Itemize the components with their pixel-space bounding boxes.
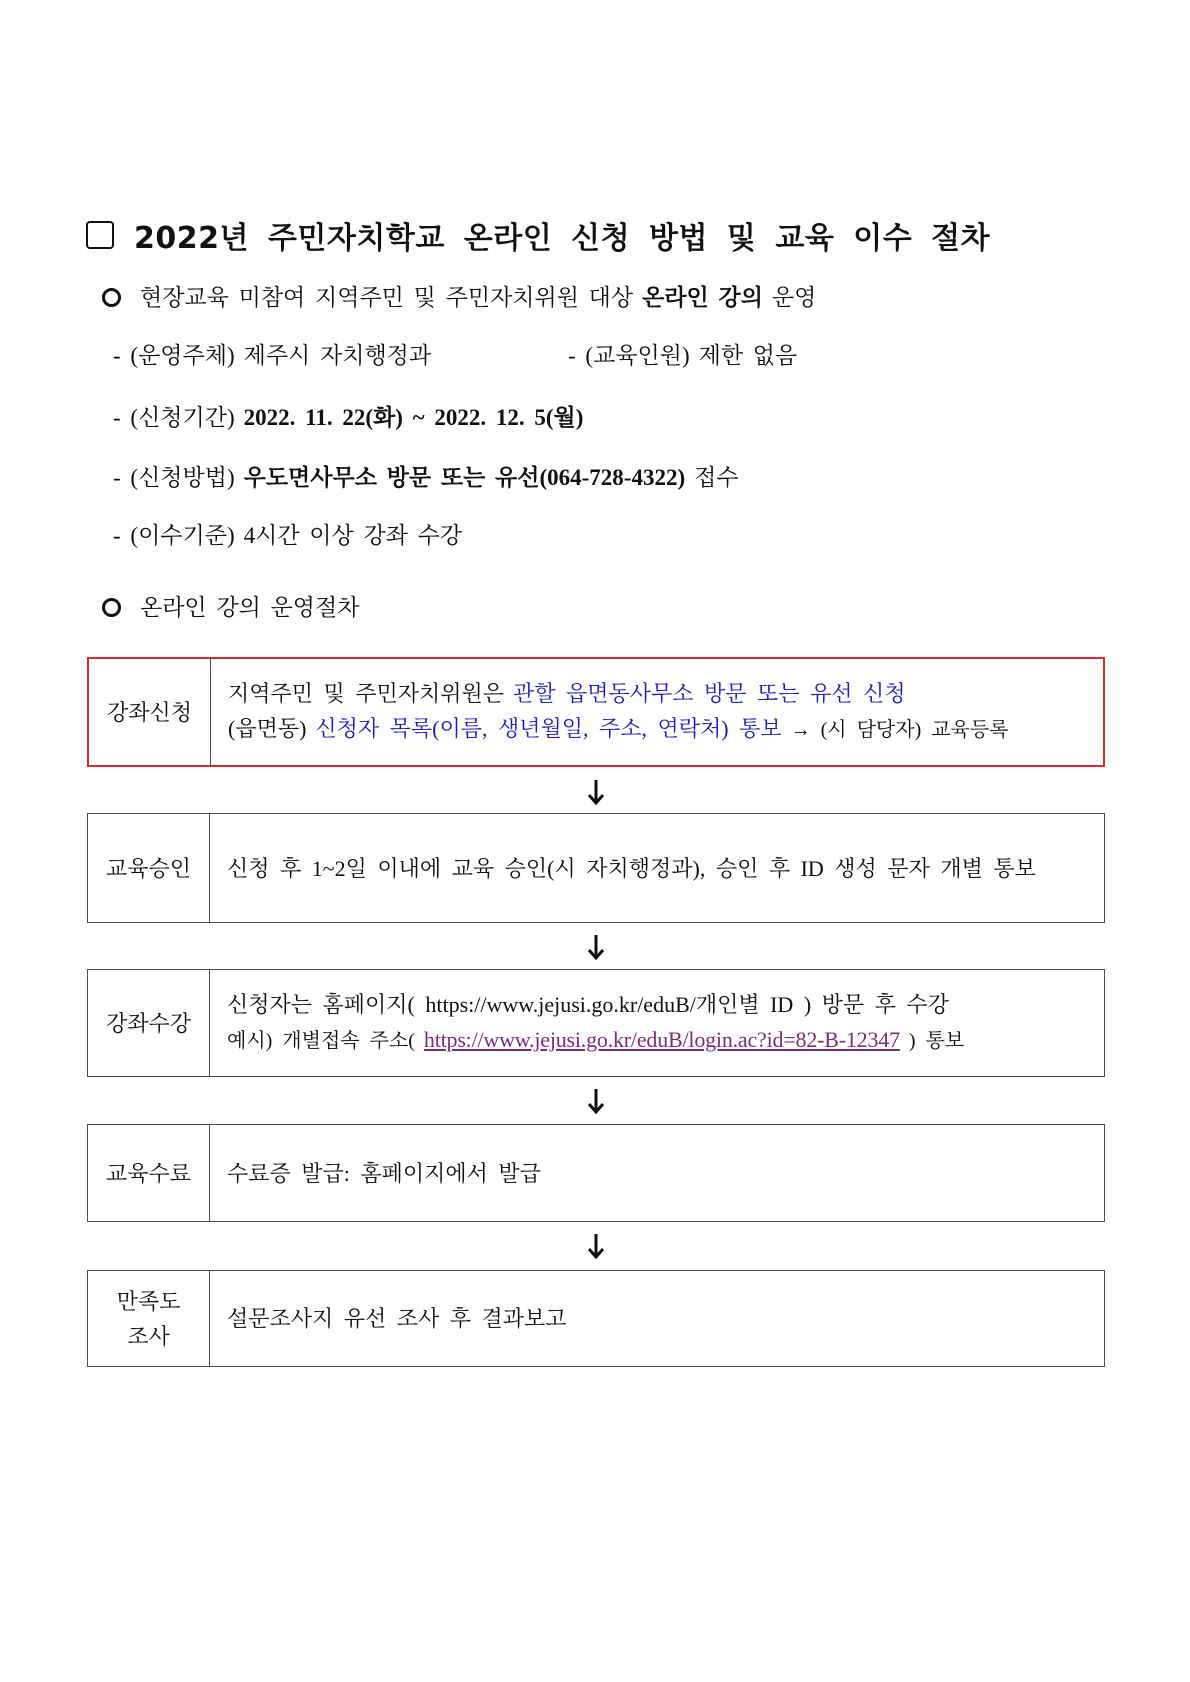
step-text: 설문조사지 유선 조사 후 결과보고 xyxy=(227,1306,567,1331)
step-content xyxy=(210,970,1104,1076)
intro-text: 현장교육 미참여 지역주민 및 주민자치위원 대상 xyxy=(140,285,634,310)
step-label-text: 교육수료 xyxy=(105,1160,191,1186)
step-text: (읍면동) xyxy=(228,716,307,741)
step-label xyxy=(88,1271,210,1366)
step-course-attendance xyxy=(87,969,1105,1077)
step-label xyxy=(88,814,210,922)
criteria-value: 4시간 이상 강좌 수강 xyxy=(243,523,463,548)
criteria-label: - (이수기준) xyxy=(113,523,235,548)
step-label xyxy=(89,659,211,765)
hollow-circle-icon xyxy=(102,598,121,617)
checkbox-icon xyxy=(86,221,114,249)
step-label-text: 강좌신청 xyxy=(106,699,192,725)
capacity-value: 제한 없음 xyxy=(698,343,798,368)
hollow-circle-icon xyxy=(102,288,121,307)
step-text: 예시) 개별접속 주소( xyxy=(227,1030,415,1052)
step-education-approval xyxy=(87,813,1105,923)
step-label-text: 조사 xyxy=(127,1323,170,1349)
method-label: - (신청방법) xyxy=(113,465,235,490)
step-content xyxy=(210,814,1104,922)
step-text: 신청 후 1~2일 이내에 교육 승인(시 자치행정과), 승인 후 ID 생성 문자 개별 통보 xyxy=(227,855,1036,881)
capacity-item xyxy=(568,338,797,374)
down-arrow-icon xyxy=(584,778,608,806)
organizer-label: - (운영주체) xyxy=(113,343,235,368)
step-line xyxy=(228,711,1103,748)
step-line xyxy=(227,1022,1104,1059)
criteria-item xyxy=(113,518,462,554)
down-arrow-icon xyxy=(584,1232,608,1260)
step-content xyxy=(210,1125,1104,1221)
step-text: 지역주민 및 주민자치위원은 xyxy=(228,681,505,706)
method-value: 우도면사무소 방문 또는 유선(064-728-4322) xyxy=(243,465,686,490)
personal-access-link[interactable]: https://www.jejusi.go.kr/eduB/login.ac?id=82-B-12347 xyxy=(423,1027,900,1052)
method-tail: 접수 xyxy=(694,465,739,490)
procedure-heading xyxy=(102,590,359,626)
period-value: 2022. 11. 22(화) ~ 2022. 12. 5(월) xyxy=(243,405,584,430)
intro-emphasis: 온라인 강의 xyxy=(642,285,763,310)
step-label xyxy=(88,1125,210,1221)
down-arrow-icon xyxy=(584,933,608,961)
method-item xyxy=(113,460,739,496)
organizer-value: 제주시 자치행정과 xyxy=(243,343,432,368)
period-label: - (신청기간) xyxy=(113,405,235,430)
step-content xyxy=(210,1271,1104,1366)
title-text: 2022년 주민자치학교 온라인 신청 방법 및 교육 이수 절차 xyxy=(134,221,991,256)
step-label-text: 강좌수강 xyxy=(105,1010,191,1036)
step-tail-text: ) 통보 xyxy=(908,1030,965,1052)
step-label-text: 만족도 xyxy=(116,1288,181,1314)
step-education-completion xyxy=(87,1124,1105,1222)
down-arrow-icon xyxy=(584,1087,608,1115)
step-satisfaction-survey xyxy=(87,1270,1105,1367)
overview-intro xyxy=(102,280,816,316)
step-label-text: 교육승인 xyxy=(105,855,191,881)
step-tail-text: → (시 담당자) 교육등록 xyxy=(790,719,1009,741)
intro-tail: 운영 xyxy=(771,285,817,310)
document-title xyxy=(86,214,990,256)
capacity-label: - (교육인원) xyxy=(568,343,690,368)
step-emphasis-text: 신청자 목록(이름, 생년월일, 주소, 연락처) 통보 xyxy=(315,716,782,741)
step-line xyxy=(228,676,1103,711)
step-emphasis-text: 관할 읍면동사무소 방문 또는 유선 신청 xyxy=(513,681,906,706)
period-item xyxy=(113,400,583,436)
step-course-application xyxy=(87,657,1105,767)
step-text: 수료증 발급: 홈페이지에서 발급 xyxy=(227,1160,541,1186)
organizer-item xyxy=(113,338,431,374)
step-label xyxy=(88,970,210,1076)
step-text: 신청자는 홈페이지( https://www.jejusi.go.kr/eduB/개인별 ID ) 방문 후 수강 xyxy=(227,992,949,1017)
step-content xyxy=(211,659,1103,765)
procedure-heading-text: 온라인 강의 운영절차 xyxy=(140,595,360,620)
